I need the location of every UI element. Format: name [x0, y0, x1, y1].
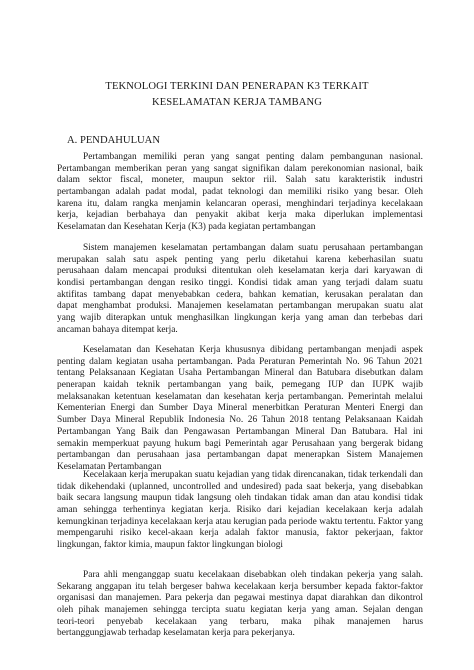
paragraph-line: Kecelakaan kerja merupakan suatu kejadian yang tidak direncanakan, tidak terkendali dan	[83, 470, 423, 480]
section-heading: A. PENDAHULUAN	[67, 135, 160, 146]
paragraph-line: mempengaruhi risiko kecel-akaan kerja adalah faktor manusia, faktor pekerjaan, faktor	[57, 528, 423, 539]
paragraph-line: bertanggungjawab terhadap keselamatan kerja para pekerjanya.	[57, 628, 295, 639]
paragraph-line: oleh pihak manajemen sehingga tercipta suatu kegiatan kerja yang aman. Sejalan dengan	[57, 605, 423, 616]
paragraph-line: semakin memperkuat payung hukum bagi Pemerintah agar Perusahaan yang bergerak bidang	[57, 438, 423, 449]
paragraph-line: penting dalam kegiatan usaha pertambangan. Pada Peraturan Pemerintah No. 96 Tahun 2021	[57, 356, 423, 367]
paragraph-line: baik secara langsung maupun tidak langsung oleh tindakan tidak aman dan atau kondisi tidak	[57, 493, 423, 504]
paragraph-line: kerja, kejadian berbahaya dan penyakit akibat kerja maka diperlukan implementasi	[57, 210, 423, 221]
paragraph-line: teori-teori penyebab kecelakaan yang terbaru, maka pihak manajemen harus	[57, 616, 423, 627]
paragraph-line: Pertambangan memiliki peran yang sangat penting dalam pembangunan nasional.	[83, 152, 423, 162]
paragraph-2	[57, 243, 423, 337]
paragraph-line: kondisi pertambangan dengan resiko tinggi. Kondisi tidak aman yang terjadi dalam suatu	[57, 278, 423, 289]
paragraph-line: lingkungan, faktor kimia, maupun faktor lingkungan biologi	[57, 540, 284, 551]
paragraph-line: tidak dikehendaki (uplanned, uncontrolled and undesired) pada saat bekerja, yang disebabkan	[57, 481, 423, 492]
paragraph-line: organisasi dan manajemen. Para pekerja dan pegawai mestinya dapat diarahkan dan dikontrol	[57, 593, 423, 604]
document-title-line-1: TEKNOLOGI TERKINI DAN PENERAPAN K3 TERKAIT	[105, 81, 369, 92]
paragraph-line: pertambangan adalah padat modal, padat teknologi dan memiliki risiko yang besar. Oleh	[57, 187, 423, 198]
paragraph-line: Keselamatan dan Kesehatan Kerja (K3) pada kegiatan pertambangan	[57, 222, 316, 233]
paragraph-line: karena itu, dalam rangka menjamin kelancaran operasi, menghindari terjadinya kecelakaan	[57, 198, 423, 209]
paragraph-line: dalam sektor fiscal, moneter, maupun sektor riil. Salah satu karakteristik industri	[57, 175, 423, 186]
paragraph-5	[57, 570, 423, 640]
paragraph-line: Sumber Daya Mineral Republik Indonesia No. 26 Tahun 2018 tentang Pelaksanaan Kaidah	[57, 415, 423, 426]
paragraph-line: ancaman bahaya ditempat kerja.	[57, 324, 178, 335]
paragraph-line: merupakan salah satu aspek penting yang perlu diketahui karena keberhasilan suatu	[57, 254, 423, 265]
paragraph-4	[57, 470, 423, 552]
paragraph-line: Pertambangan memberikan peran yang sangat signifikan dalam perekonomian nasional, baik	[57, 163, 423, 174]
document-title-line-2: KESELAMATAN KERJA TAMBANG	[151, 97, 323, 108]
paragraph-line: aman sehingga terhentinya kegiatan kerja. Risiko dari kejadian kecelakaan kerja adalah	[57, 505, 423, 516]
paragraph-line: Pertambangan Yang Baik dan Pengawasan Pertambangan Mineral Dan Batubara. Hal ini	[57, 426, 423, 437]
paragraph-line: tentang Pelaksanaan Kegiatan Usaha Pertambangan Mineral dan Batubara disebutkan dalam	[57, 368, 423, 379]
paragraph-line: yang wajib diterapkan untuk menghasilkan lingkungan kerja yang aman dan terbebas dari	[57, 313, 423, 324]
paragraph-line: Sekarang anggapan itu telah bergeser bahwa kecelakaan kerja bersumber kepada faktor-faktor	[57, 581, 423, 592]
paragraph-line: Keselamatan Pertambangan	[57, 461, 162, 472]
paragraph-line: dapat menghambat produksi. Manajemen keselamatan pertambangan merupakan suatu alat	[57, 301, 423, 312]
paragraph-1	[57, 152, 423, 234]
paragraph-line: Para ahli menganggap suatu kecelakaan disebabkan oleh tindakan pekerja yang salah.	[83, 570, 423, 580]
paragraph-line: perusahaan dalam mencapai produksi ditentukan oleh keselamatan kerja dari karyawan di	[57, 266, 423, 277]
paragraph-line: aktifitas tambang dapat menyebabkan cedera, bahkan kematian, kerusakan peralatan dan	[57, 289, 423, 300]
paragraph-line: pertambangan dan perusahaan jasa pertambangan dapat menerapkan Sistem Manajemen	[57, 450, 423, 461]
paragraph-line: Kementerian Energi dan Sumber Daya Mineral menerbitkan Peraturan Menteri Energi dan	[57, 403, 423, 414]
paragraph-line: melaksanakan ketentuan keselamatan dan kesehatan kerja pertambangan. Pemerintah melalui	[57, 391, 423, 402]
paragraph-line: Keselamatan dan Kesehatan Kerja khususnya dibidang pertambangan menjadi aspek	[83, 345, 423, 355]
paragraph-line: penerapan kaidah teknik pertambangan yang baik, pemegang IUP dan IUPK wajib	[57, 380, 423, 391]
paragraph-line: Sistem manajemen keselamatan pertambangan dalam suatu perusahaan pertambangan	[83, 243, 423, 253]
paragraph-line: kemungkinan terjadinya kecelakaan kerja atau kerugian pada periode waktu tertentu. Faktor yang	[57, 516, 423, 527]
paragraph-3	[57, 345, 423, 474]
